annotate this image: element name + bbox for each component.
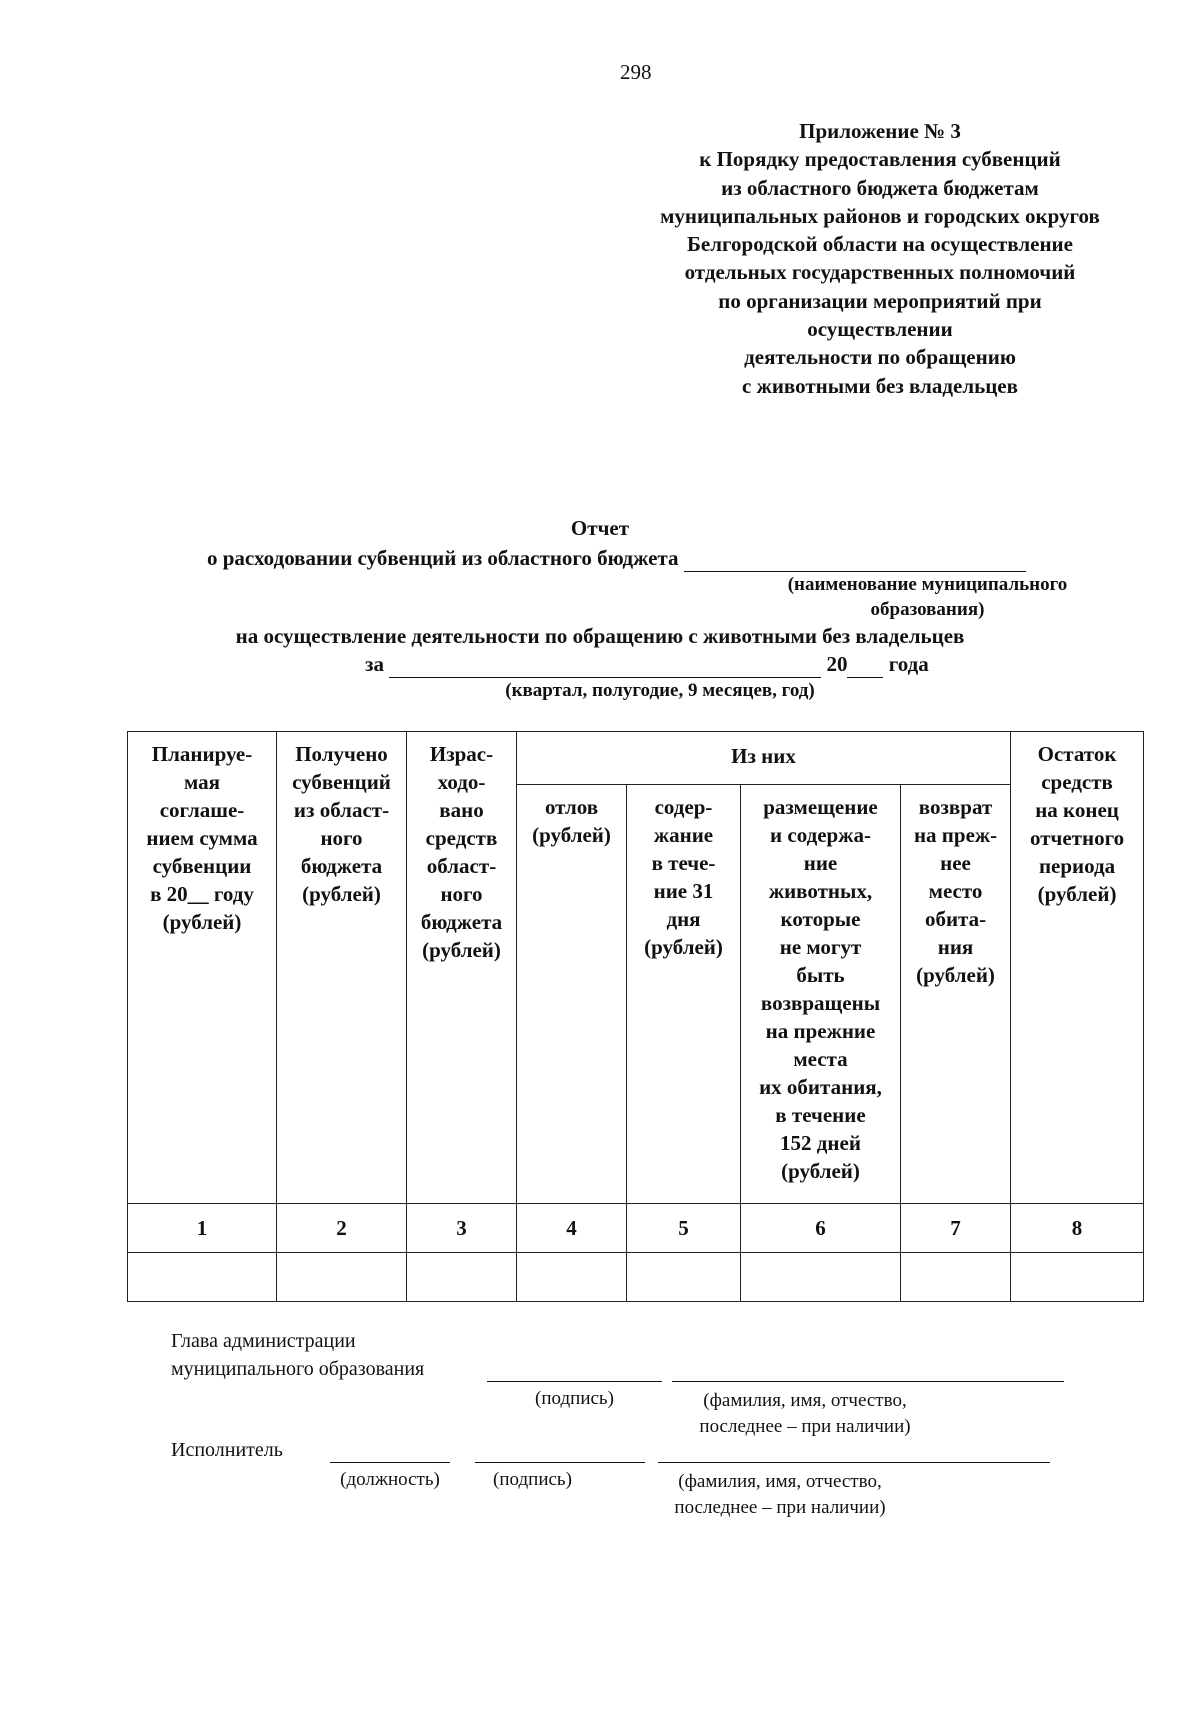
executor-position-hint: (должность) xyxy=(340,1469,440,1490)
appendix-line: деятельности по обращению xyxy=(744,345,1016,370)
appendix-line: с животными без владельцев xyxy=(742,373,1018,398)
data-cell[interactable] xyxy=(277,1253,407,1302)
appendix-line: осуществлении xyxy=(807,317,953,342)
executor-fio-blank[interactable] xyxy=(658,1462,1050,1463)
header-cell-1: Планируе- мая соглаше- нием сумма субвенции в 20__ году (рублей) xyxy=(128,732,277,1204)
column-number-row xyxy=(128,1204,1144,1253)
executor-signature-blank[interactable] xyxy=(475,1462,645,1463)
header-cell-3: Израс- ходо- вано средств област- ного бюджета (рублей) xyxy=(407,732,517,1204)
period-year: 20 xyxy=(826,652,848,676)
data-cell[interactable] xyxy=(627,1253,741,1302)
data-cell[interactable] xyxy=(407,1253,517,1302)
column-number: 7 xyxy=(901,1204,1011,1253)
header-group-cell: Из них xyxy=(517,732,1011,785)
year-blank[interactable] xyxy=(847,652,883,678)
head-title-line-2: муниципального образования xyxy=(171,1358,425,1380)
header-cell-6: размещение и содержа- ние животных, которые не могут быть возвращены на прежние места их обитания, в течение 152 дней (рублей) xyxy=(741,785,901,1204)
appendix-line: из областного бюджета бюджетам xyxy=(721,175,1039,200)
report-line-1-text: о расходовании субвенций из областного бюджета xyxy=(207,546,679,570)
appendix-line: Белгородской области на осуществление xyxy=(687,232,1073,257)
municipality-blank[interactable] xyxy=(684,546,1026,572)
head-fio-hint: (фамилия, имя, отчество, последнее – при наличии) xyxy=(699,1390,911,1437)
data-cell[interactable] xyxy=(128,1253,277,1302)
column-number: 5 xyxy=(627,1204,741,1253)
period-hint: (квартал, полугодие, 9 месяцев, год) xyxy=(505,680,815,701)
column-number: 8 xyxy=(1011,1204,1144,1253)
period-prefix: за xyxy=(365,652,384,676)
report-title: Отчет xyxy=(570,516,630,540)
header-cell-5: содер- жание в тече- ние 31 дня (рублей) xyxy=(627,785,741,1204)
column-number: 4 xyxy=(517,1204,627,1253)
period-suffix: года xyxy=(888,652,929,676)
executor-position-blank[interactable] xyxy=(330,1462,450,1463)
appendix-line: к Порядку предоставления субвенций xyxy=(699,147,1061,172)
report-line-3: на осуществление деятельности по обращению с животными без владельцев xyxy=(235,624,965,648)
header-cell-8: Остаток средств на конец отчетного периода (рублей) xyxy=(1011,732,1144,1204)
data-cell[interactable] xyxy=(901,1253,1011,1302)
head-fio-blank[interactable] xyxy=(672,1381,1064,1382)
appendix-line: Приложение № 3 xyxy=(799,119,961,143)
executor-signature-hint: (подпись) xyxy=(493,1469,572,1490)
column-number: 6 xyxy=(741,1204,901,1253)
column-number: 2 xyxy=(277,1204,407,1253)
executor-fio-hint: (фамилия, имя, отчество, последнее – при наличии) xyxy=(674,1471,886,1518)
head-title-line-1: Глава администрации xyxy=(171,1330,356,1352)
header-row xyxy=(128,732,1144,785)
report-line-1 xyxy=(207,546,1026,572)
head-signature-blank[interactable] xyxy=(487,1381,662,1382)
header-cell-4: отлов (рублей) xyxy=(517,785,627,1204)
header-cell-2: Получено субвенций из област- ного бюджета (рублей) xyxy=(277,732,407,1204)
appendix-line: муниципальных районов и городских округов xyxy=(660,203,1100,228)
appendix-line: отдельных государственных полномочий xyxy=(684,260,1076,285)
report-line-4 xyxy=(365,652,929,678)
header-cell-7: возврат на преж- нее место обита- ния (рублей) xyxy=(901,785,1011,1204)
data-row xyxy=(128,1253,1144,1302)
executor-label: Исполнитель xyxy=(171,1439,283,1461)
head-signature-hint: (подпись) xyxy=(535,1388,614,1409)
column-number: 1 xyxy=(128,1204,277,1253)
data-cell[interactable] xyxy=(1011,1253,1144,1302)
page-number: 298 xyxy=(620,60,652,84)
data-cell[interactable] xyxy=(741,1253,901,1302)
data-cell[interactable] xyxy=(517,1253,627,1302)
period-blank[interactable] xyxy=(389,652,821,678)
appendix-heading xyxy=(610,117,1150,400)
column-number: 3 xyxy=(407,1204,517,1253)
appendix-line: по организации мероприятий при xyxy=(718,288,1042,313)
report-table xyxy=(127,731,1144,1302)
municipality-hint: (наименование муниципального образования) xyxy=(787,574,1068,620)
